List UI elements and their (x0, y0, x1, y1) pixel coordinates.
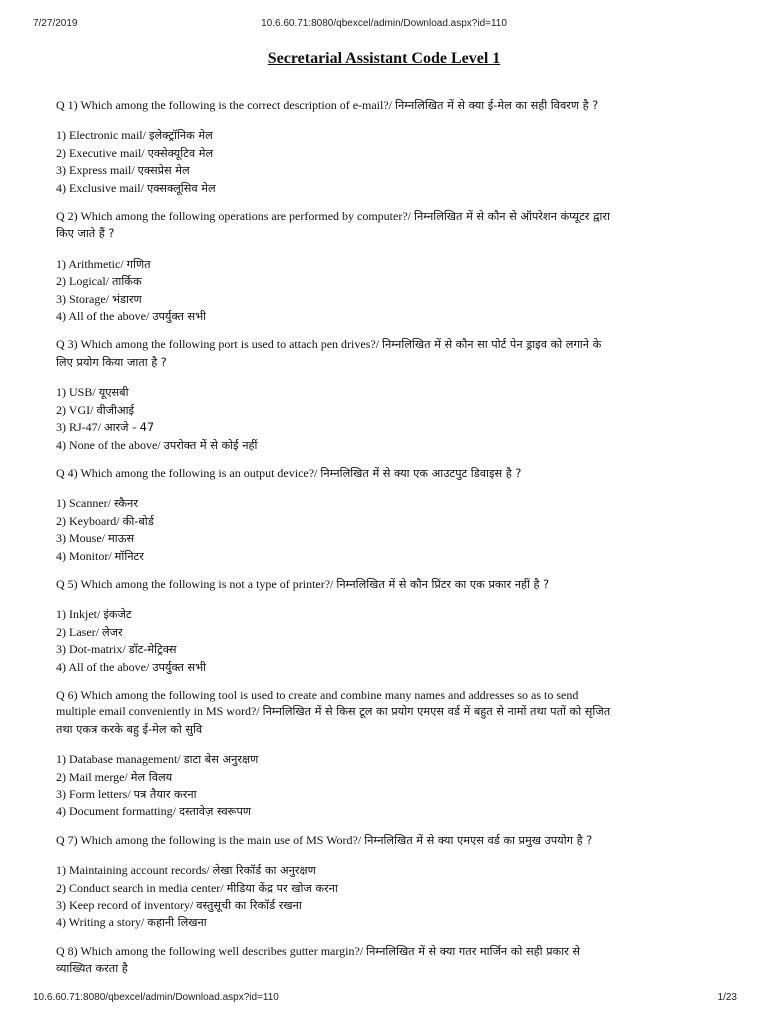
option-text-hindi: एक्सक्लूसिव मेल (146, 181, 216, 195)
answer-option (56, 513, 616, 530)
question-text-hindi: निम्नलिखित में से क्या एक आउटपुट डिवाइस है ? (320, 466, 522, 480)
answer-option (56, 419, 616, 436)
option-text-english: 3) Dot-matrix/ (56, 642, 129, 657)
answer-option (56, 624, 616, 641)
question-text (56, 832, 616, 849)
answer-option (56, 495, 616, 512)
question-text (56, 943, 616, 978)
option-text-hindi: मेल विलय (130, 770, 173, 784)
question-text (56, 97, 616, 114)
option-text-hindi: तार्किक (111, 275, 142, 289)
question-text-hindi: निम्नलिखित में से कौन से ऑपरेशन कंप्यूटर द्वारा किए जाते हैं ? (56, 210, 610, 241)
question-block (56, 687, 616, 821)
option-text-hindi: उपरोक्त में से कोई नहीं (163, 438, 258, 452)
answer-option (56, 437, 616, 454)
option-text-english: 4) Monitor/ (56, 548, 115, 563)
answer-option (56, 384, 616, 401)
option-text-english: 1) Scanner/ (56, 496, 114, 511)
option-text-hindi: की-बोर्ड (122, 514, 154, 528)
print-url: 10.6.60.71:8080/qbexcel/admin/Download.aspx?id=110 (261, 18, 507, 29)
option-text-english: 1) Database management/ (56, 752, 184, 767)
question-text-english: Q 6) Which among the following tool is used to create and combine many names and addresses so as to send multiple email conveniently in MS word?/ (56, 687, 579, 719)
question-block (56, 208, 616, 325)
option-text-hindi: वस्तुसूची का रिकॉर्ड रखना (196, 899, 302, 913)
question-text-english: Q 4) Which among the following is an output device?/ (56, 465, 321, 480)
option-text-hindi: आरजे - 47 (104, 421, 155, 435)
answer-option (56, 897, 616, 914)
option-text-hindi: भंडारण (112, 292, 142, 306)
option-text-english: 3) Form letters/ (56, 787, 134, 801)
option-text-hindi: डाटा बेस अनुरक्षण (183, 753, 259, 767)
question-list (56, 97, 616, 991)
question-text-english: Q 5) Which among the following is not a type of printer?/ (56, 576, 337, 591)
question-block (56, 97, 616, 197)
question-text (56, 336, 616, 371)
option-text-english: 4) None of the above/ (56, 437, 164, 452)
question-text-hindi: निम्नलिखित में से क्या एमएस वर्ड का प्रमुख उपयोग है ? (364, 833, 593, 847)
footer-url: 10.6.60.71:8080/qbexcel/admin/Download.aspx?id=110 (33, 992, 279, 1003)
question-text (56, 576, 616, 593)
option-text-hindi: डॉट-मेट्रिक्स (128, 643, 177, 657)
option-text-english: 4) Writing a story/ (56, 915, 148, 930)
option-text-english: 2) Conduct search in media center/ (56, 880, 227, 895)
question-text-hindi: निम्नलिखित में से क्या ई-मेल का सही विवरण है ? (395, 99, 599, 112)
answer-option (56, 548, 616, 565)
option-text-hindi: वीजीआई (96, 403, 135, 417)
option-text-english: 1) Maintaining account records/ (56, 863, 213, 878)
option-text-hindi: दस्तावेज़ स्वरूपण (178, 805, 252, 819)
option-text-english: 2) Keyboard/ (56, 513, 123, 528)
answer-option (56, 291, 616, 308)
document-title: Secretarial Assistant Code Level 1 (267, 50, 501, 67)
option-text-english: 1) Arithmetic/ (56, 256, 127, 271)
question-block (56, 465, 616, 565)
question-text-english: Q 2) Which among the following operations are performed by computer?/ (56, 209, 415, 224)
question-block (56, 943, 616, 978)
option-text-hindi: एक्सप्रेस मेल (137, 164, 190, 178)
answer-option (56, 880, 616, 897)
option-text-hindi: यूएसबी (98, 386, 129, 400)
option-text-english: 3) Mouse/ (56, 531, 108, 546)
option-text-hindi: उपर्युक्त सभी (152, 310, 207, 324)
answer-option (56, 751, 616, 768)
question-block (56, 576, 616, 676)
option-text-hindi: लेजर (101, 625, 123, 639)
question-text-english: Q 8) Which among the following well describes gutter margin?/ (56, 943, 367, 958)
option-text-english: 4) All of the above/ (56, 659, 153, 674)
option-text-english: 1) USB/ (56, 385, 99, 400)
option-text-hindi: मॉनिटर (114, 549, 144, 563)
answer-option (56, 402, 616, 419)
answer-option (56, 127, 616, 144)
answer-option (56, 914, 616, 931)
answer-option (56, 530, 616, 547)
option-text-hindi: इंकजेट (103, 608, 132, 622)
answer-option (56, 641, 616, 658)
option-text-hindi: मीडिया केंद्र पर खोज करना (226, 881, 338, 895)
option-text-english: 4) Document formatting/ (56, 804, 179, 819)
question-text-english: Q 7) Which among the following is the main use of MS Word?/ (56, 832, 365, 847)
question-text (56, 465, 616, 482)
option-text-hindi: स्कैनर (113, 497, 138, 511)
option-text-english: 1) Inkjet/ (56, 607, 104, 622)
option-text-hindi: एक्सेक्यूटिव मेल (147, 146, 214, 160)
option-text-english: 3) RJ-47/ (56, 420, 104, 435)
question-text-hindi: निम्नलिखित में से कौन प्रिंटर का एक प्रकार नहीं है ? (336, 577, 550, 591)
answer-option (56, 786, 616, 803)
answer-option (56, 803, 616, 820)
option-text-hindi: कहानी लिखना (147, 916, 207, 930)
print-footer (0, 992, 768, 1006)
question-text-hindi: निम्नलिखित में से क्या गतर मार्जिन को सही प्रकार से व्याख्यित करता है (56, 944, 580, 976)
question-text (56, 687, 616, 738)
option-text-english: 4) Exclusive mail/ (56, 180, 147, 195)
option-text-english: 1) Electronic mail/ (56, 128, 149, 143)
question-text (56, 208, 616, 243)
question-text-hindi: निम्नलिखित में से कौन सा पोर्ट पेन ड्राइव को लगाने के लिए प्रयोग किया जाता है ? (56, 338, 602, 369)
question-block (56, 832, 616, 932)
option-text-hindi: पत्र तैयार करना (133, 788, 197, 801)
answer-option (56, 180, 616, 197)
question-block (56, 336, 616, 453)
option-text-english: 2) Mail merge/ (56, 769, 131, 784)
option-text-hindi: उपर्युक्त सभी (152, 660, 207, 674)
option-text-hindi: इलेक्ट्रॉनिक मेल (148, 129, 213, 143)
answer-option (56, 145, 616, 162)
option-text-english: 3) Keep record of inventory/ (56, 898, 197, 913)
option-text-hindi: लेखा रिकॉर्ड का अनुरक्षण (212, 864, 316, 878)
option-text-english: 2) Laser/ (56, 624, 102, 639)
option-text-english: 3) Express mail/ (56, 163, 138, 178)
option-text-hindi: गणित (126, 257, 151, 271)
answer-option (56, 308, 616, 325)
print-header (0, 18, 768, 32)
option-text-hindi: माऊस (108, 532, 135, 546)
option-text-english: 2) Executive mail/ (56, 145, 148, 160)
option-text-english: 2) Logical/ (56, 274, 112, 289)
answer-option (56, 862, 616, 879)
answer-option (56, 256, 616, 273)
option-text-english: 3) Storage/ (56, 291, 112, 306)
answer-option (56, 162, 616, 179)
question-text-english: Q 3) Which among the following port is used to attach pen drives?/ (56, 337, 383, 352)
print-date: 7/27/2019 (33, 18, 78, 29)
page-number: 1/23 (717, 992, 737, 1003)
answer-option (56, 273, 616, 290)
answer-option (56, 659, 616, 676)
question-text-hindi: निम्नलिखित में से किस टूल का प्रयोग एमएस वर्ड में बहुत से नामों तथा पतों को सृजित तथा एकत्र करके बहु ई-मेल को सुवि (56, 705, 611, 736)
answer-option (56, 606, 616, 623)
option-text-english: 2) VGI/ (56, 402, 97, 417)
answer-option (56, 769, 616, 786)
question-text-english: Q 1) Which among the following is the correct description of e-mail?/ (56, 98, 396, 112)
option-text-english: 4) All of the above/ (56, 309, 153, 324)
